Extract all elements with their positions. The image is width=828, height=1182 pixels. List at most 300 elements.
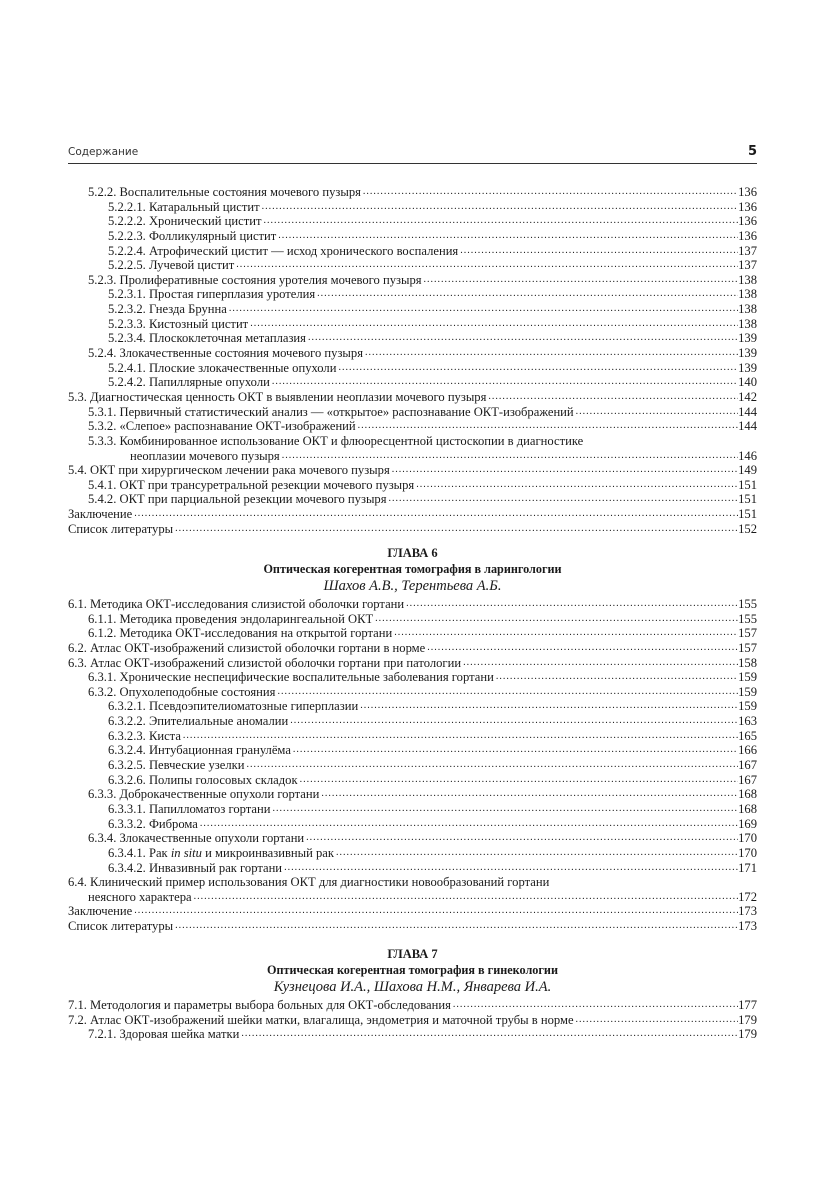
toc-entry[interactable]	[68, 787, 757, 802]
toc-entry-title	[68, 463, 390, 478]
toc-entry-page: 136	[738, 214, 757, 229]
toc-entry-number: 5.2.2.2.	[108, 214, 146, 229]
toc-entry[interactable]	[68, 200, 757, 215]
toc-entry-number: 6.3.4.2.	[108, 860, 146, 875]
toc-entry-number: 6.3.1.	[88, 670, 117, 685]
toc-entry[interactable]	[68, 670, 757, 685]
toc-entry-page: 146	[738, 448, 757, 463]
chapter-heading	[68, 947, 757, 998]
toc-entry-number: 7.1.	[68, 998, 87, 1012]
toc-entry-title-text: Методология и параметры выбора больных для ОКТ-обследования	[90, 998, 451, 1012]
toc-entry[interactable]	[68, 743, 757, 758]
dot-leader	[458, 244, 738, 259]
toc-entry-page: 163	[738, 714, 757, 729]
toc-entry-number: 5.2.2.	[88, 185, 117, 199]
toc-entry[interactable]	[68, 492, 757, 507]
toc-entry-page: 165	[738, 728, 757, 743]
toc-entry-number: 5.2.3.	[88, 272, 117, 287]
toc-entry[interactable]	[68, 419, 757, 434]
toc-entry-title-text: Список литературы	[68, 919, 174, 934]
dot-leader	[306, 331, 738, 346]
toc-entry-page: 138	[738, 272, 757, 287]
toc-entry-number: 6.3.4.1.	[108, 845, 146, 860]
toc-entry[interactable]	[68, 507, 757, 522]
toc-entry-title-text: Здоровая шейка матки	[119, 1027, 240, 1042]
chapter-authors: Шахов А.В., Терентьева А.Б.	[323, 578, 502, 594]
toc-entry-number: 7.2.	[68, 1012, 87, 1027]
dot-leader	[280, 449, 738, 464]
toc-entry-title	[108, 846, 334, 861]
toc-entry-title	[108, 802, 270, 817]
toc-entry-title	[108, 729, 181, 744]
toc-entry-page: 170	[738, 845, 757, 860]
toc-entry-title-text: Катаральный цистит	[148, 199, 260, 214]
toc-entry-number: 5.3.3.	[88, 433, 117, 448]
toc-entry-page: 177	[738, 998, 757, 1012]
toc-entry-title-continued: неоплазии мочевого пузыря	[130, 448, 280, 463]
toc-entry-title-continued: неясного характера	[88, 889, 192, 904]
toc-entry-title-text: Атлас ОКТ-изображений слизистой оболочки гортани в норме	[90, 640, 426, 655]
toc-entry-title-text: Опухолеподобные состояния	[119, 684, 276, 699]
chapter-label: ГЛАВА 7	[387, 947, 438, 961]
toc-entry-title-text: ОКТ при трансуретральной резекции мочевого пузыря	[119, 477, 415, 492]
toc-entry-page: 142	[738, 389, 757, 404]
toc-entry-page: 157	[738, 640, 757, 655]
dot-leader	[262, 214, 739, 229]
dot-leader	[461, 656, 738, 671]
toc-entry-title-text: Гнезда Брунна	[148, 302, 227, 317]
toc-entry-number: 6.3.3.1.	[108, 801, 146, 816]
toc-entry-page: 169	[738, 816, 757, 831]
toc-entry-page: 159	[738, 684, 757, 699]
toc-entry[interactable]	[68, 758, 757, 773]
toc-entry-continuation[interactable]	[68, 449, 757, 464]
toc-entry[interactable]	[68, 214, 757, 229]
toc-entry[interactable]	[68, 699, 757, 714]
toc-entry-number: 5.2.2.5.	[108, 258, 146, 273]
toc-entry-title	[108, 287, 315, 302]
toc-entry-title-text: Первичный статистический анализ — «открытое» распознавание ОКТ-изображений	[119, 404, 574, 419]
toc-entry-title	[108, 229, 276, 244]
toc-entry-title-text: Доброкачественные опухоли гортани	[119, 787, 320, 802]
toc-entry-page: 151	[738, 492, 757, 507]
toc-entry[interactable]	[68, 773, 757, 788]
toc-entry-page: 138	[738, 316, 757, 331]
toc-entry-title-text: «Слепое» распознавание ОКТ-изображений	[119, 419, 356, 434]
toc-entry-title	[108, 861, 282, 876]
running-header	[68, 144, 757, 164]
toc-entry-title-text: Плоские злокачественные опухоли	[148, 360, 337, 375]
toc-entry-number: 5.2.3.3.	[108, 316, 146, 331]
toc-entry-title-text: Кистозный цистит	[148, 316, 249, 331]
toc-entry-number: 5.3.1.	[88, 404, 117, 419]
toc-entry[interactable]	[68, 641, 757, 656]
toc-entry[interactable]	[68, 317, 757, 332]
toc-entry-title	[88, 612, 373, 627]
toc-entry-page: 140	[738, 375, 757, 390]
toc-entry[interactable]	[68, 998, 757, 1013]
dot-leader	[276, 229, 738, 244]
toc-entry-title	[88, 492, 387, 507]
toc-entry-page: 137	[738, 258, 757, 273]
toc-entry-page: 139	[738, 346, 757, 361]
toc-entry[interactable]	[68, 361, 757, 376]
toc-entry-title	[68, 597, 404, 612]
toc-section-chapter5-continued	[68, 185, 757, 536]
toc-entry-title-text: Плоскоклеточная метаплазия	[148, 331, 306, 346]
toc-entry[interactable]	[68, 522, 757, 537]
toc-entry-title-text: Простая гиперплазия уротелия	[148, 287, 316, 302]
toc-entry-title-text: Комбинированное использование ОКТ и флюоресцентной цистоскопии в диагностике	[119, 433, 584, 448]
dot-leader	[132, 904, 738, 919]
toc-entry-number: 5.2.4.	[88, 346, 117, 361]
toc-entry-page: 155	[738, 611, 757, 626]
toc-entry-number: 6.1.2.	[88, 626, 117, 641]
toc-entry-number: 5.2.3.1.	[108, 287, 146, 302]
toc-entry-page: 157	[738, 626, 757, 641]
toc-entry-page: 170	[738, 831, 757, 846]
toc-entry-number: 6.3.3.2.	[108, 816, 146, 831]
toc-entry-title-text: Певческие узелки	[148, 758, 245, 773]
toc-entry[interactable]	[68, 656, 757, 671]
dot-leader	[392, 626, 738, 641]
dot-leader	[275, 685, 738, 700]
toc-entry-page: 172	[738, 889, 757, 904]
toc-entry[interactable]	[68, 287, 757, 302]
dot-leader	[304, 831, 738, 846]
chapter-heading	[68, 546, 757, 597]
toc-entry-title-text: Киста	[148, 728, 181, 743]
toc-entry[interactable]	[68, 904, 757, 919]
toc-entry-page: 139	[738, 360, 757, 375]
toc-entry-title-text: ОКТ при хирургическом лечении рака мочевого пузыря	[90, 463, 390, 478]
toc-entry-title	[88, 626, 392, 641]
toc-entry-number: 6.4.	[68, 875, 87, 890]
dot-leader	[192, 890, 739, 905]
toc-entry-title	[88, 1027, 239, 1042]
toc-entry[interactable]	[68, 597, 757, 612]
toc-entry-title	[88, 419, 356, 434]
toc-entry[interactable]	[68, 390, 757, 405]
toc-entry-title-text: Эпителиальные аномалии	[148, 714, 289, 729]
toc-entry-title-text: Лучевой цистит	[148, 258, 235, 273]
toc-entry-title	[108, 375, 270, 390]
toc-entry-title	[68, 875, 549, 890]
toc-entry-page: 166	[738, 743, 757, 758]
toc-entry-title	[68, 904, 132, 919]
toc-entry-number: 6.3.2.1.	[108, 699, 146, 714]
toc-entry[interactable]	[68, 346, 757, 361]
toc-entry-page: 138	[738, 287, 757, 302]
toc-entry-page: 167	[738, 772, 757, 787]
toc-entry-title-text: Злокачественные опухоли гортани	[119, 831, 305, 846]
toc-entry-number: 6.3.2.5.	[108, 758, 146, 773]
toc-entry-title	[108, 758, 245, 773]
toc-entry[interactable]	[68, 919, 757, 934]
toc-entry-title	[88, 273, 422, 288]
dot-leader	[173, 522, 738, 537]
toc-entry[interactable]	[68, 817, 757, 832]
toc-entry-page: 173	[738, 919, 757, 934]
toc-entry-page: 136	[738, 185, 757, 199]
toc-entry[interactable]	[68, 258, 757, 273]
toc-entry-title-text: Атлас ОКТ-изображений шейки матки, влагалища, эндометрия и маточной трубы в норме	[90, 1012, 574, 1027]
toc-entry-title	[68, 656, 461, 671]
toc-entry[interactable]	[68, 463, 757, 478]
toc-entry-number: 5.2.2.3.	[108, 228, 146, 243]
dot-leader	[356, 419, 738, 434]
toc-entry-page: 179	[738, 1012, 757, 1027]
toc-entry-page: 158	[738, 655, 757, 670]
toc-entry-number: 5.4.	[68, 463, 87, 478]
toc-entry-number: 6.3.2.4.	[108, 743, 146, 758]
toc-entry-page: 138	[738, 302, 757, 317]
dot-leader	[387, 492, 739, 507]
toc-entry-continuation[interactable]	[68, 890, 757, 905]
toc-entry-page: 173	[738, 904, 757, 919]
toc-entry-title-text: Злокачественные состояния мочевого пузыря	[119, 346, 363, 361]
toc-entry-number: 6.3.2.6.	[108, 772, 146, 787]
toc-entry-number: 6.3.2.3.	[108, 728, 146, 743]
dot-leader	[260, 200, 738, 215]
toc-entry-title	[108, 743, 291, 758]
chapter-title: Оптическая когерентная томография в ларингологии	[263, 562, 562, 576]
chapter-authors: Кузнецова И.А., Шахова Н.М., Январева И.А.	[273, 979, 552, 995]
toc-entry-number: 5.2.4.1.	[108, 360, 146, 375]
toc-entry[interactable]	[68, 1027, 757, 1042]
toc-entry-page: 167	[738, 758, 757, 773]
toc-entry-title-text: Заключение	[68, 507, 133, 522]
dot-leader	[494, 670, 738, 685]
dot-leader	[574, 1013, 739, 1028]
toc-entry-title	[108, 773, 298, 788]
toc-entry-title	[68, 919, 173, 934]
toc-entry-number: 5.2.2.4.	[108, 243, 146, 258]
toc-entry-page: 168	[738, 787, 757, 802]
toc-entry-title-text: Методика проведения эндоларингеальной ОКТ	[119, 611, 374, 626]
toc-entry-title	[68, 390, 486, 405]
toc-entry-title-text: Папиллярные опухоли	[148, 375, 270, 390]
toc-entry[interactable]	[68, 685, 757, 700]
toc-entry-page: 136	[738, 199, 757, 214]
toc-entry-title-text: Диагностическая ценность ОКТ в выявлении неоплазии мочевого пузыря	[90, 389, 487, 404]
toc-entry-title-text: Методика ОКТ-исследования слизистой оболочки гортани	[90, 597, 405, 611]
dot-leader	[358, 699, 738, 714]
toc-entry-title	[108, 699, 358, 714]
toc-entry-title	[68, 641, 425, 656]
toc-entry-number: 5.2.3.2.	[108, 302, 146, 317]
toc-entry-page: 149	[738, 463, 757, 478]
toc-entry-page: 139	[738, 331, 757, 346]
dot-leader	[574, 405, 738, 420]
toc-entry-title-text: Клинический пример использования ОКТ для диагностики новообразований гортани	[90, 875, 550, 890]
toc-entry-title	[88, 787, 319, 802]
toc-entry-page: 151	[738, 507, 757, 522]
toc-entry-title	[68, 1013, 574, 1028]
dot-leader	[288, 714, 738, 729]
toc-entry-title-text: Фолликулярный цистит	[148, 228, 277, 243]
toc-entry-title	[108, 258, 234, 273]
toc-entry-title-text: Пролиферативные состояния уротелия мочевого пузыря	[119, 272, 422, 287]
dot-leader	[315, 287, 738, 302]
dot-leader	[227, 302, 738, 317]
dot-leader	[319, 787, 738, 802]
toc-entry-number: 6.1.1.	[88, 611, 117, 626]
toc-entry-title	[108, 331, 306, 346]
toc-entry-number: 6.3.	[68, 655, 87, 670]
dot-leader	[248, 317, 738, 332]
toc-entry-number: 6.1.	[68, 597, 87, 611]
dot-leader	[361, 185, 738, 200]
toc-entry-title-part: Рак	[148, 845, 171, 860]
toc-entry-page: 152	[738, 521, 757, 536]
toc-entry-title	[88, 405, 574, 420]
toc-entry-title	[108, 714, 288, 729]
toc-entry-page: 151	[738, 477, 757, 492]
toc-entry-title-text: Атрофический цистит — исход хронического воспаления	[148, 243, 459, 258]
dot-leader	[451, 998, 738, 1013]
toc-entry-number: 6.3.2.	[88, 684, 117, 699]
toc-entry-title-text: Хронический цистит	[148, 214, 262, 229]
toc-entry-title	[68, 998, 451, 1013]
toc-entry[interactable]	[68, 1013, 757, 1028]
toc-entry-title-text: Полипы голосовых складок	[148, 772, 298, 787]
dot-leader	[486, 390, 738, 405]
dot-leader	[270, 375, 738, 390]
toc-entry-number: 5.2.3.4.	[108, 331, 146, 346]
dot-leader	[181, 729, 738, 744]
toc-entry[interactable]	[68, 229, 757, 244]
dot-leader	[404, 597, 738, 612]
toc-entry[interactable]	[68, 331, 757, 346]
toc-entry-number: 5.2.4.2.	[108, 375, 146, 390]
toc-entry-title	[108, 302, 227, 317]
toc-entry-title	[88, 434, 583, 449]
toc-entry[interactable]	[68, 714, 757, 729]
dot-leader	[336, 361, 738, 376]
toc-entry[interactable]	[68, 273, 757, 288]
toc-entry-title-text: Интубационная гранулёма	[148, 743, 291, 758]
chapter-label: ГЛАВА 6	[387, 546, 438, 560]
toc-entry-title-text: Псевдоэпителиоматозные гиперплазии	[148, 699, 359, 714]
toc-entry-title	[88, 831, 304, 846]
toc-entry[interactable]	[68, 375, 757, 390]
toc-entry-number: 6.3.4.	[88, 831, 117, 846]
dot-leader	[373, 612, 738, 627]
toc-entry-number: 7.2.1.	[88, 1027, 117, 1042]
toc-entry-number: 5.4.2.	[88, 492, 117, 507]
toc-entry[interactable]	[68, 831, 757, 846]
toc-entry[interactable]	[68, 802, 757, 817]
toc-entry-title	[108, 817, 198, 832]
dot-leader	[132, 507, 738, 522]
toc-entry-title-text: Атлас ОКТ-изображений слизистой оболочки гортани при патологии	[90, 655, 462, 670]
toc-entry-number: 6.3.2.2.	[108, 714, 146, 729]
toc-entry[interactable]	[68, 875, 757, 890]
toc-entry[interactable]	[68, 244, 757, 259]
toc-entry-page: 137	[738, 243, 757, 258]
toc-entry-title	[68, 507, 132, 522]
toc-entry-number: 5.2.2.1.	[108, 199, 146, 214]
toc-entry-title	[88, 670, 494, 685]
toc-entry-page: 159	[738, 670, 757, 685]
dot-leader	[363, 346, 738, 361]
chapter-title: Оптическая когерентная томография в гинекологии	[267, 963, 558, 977]
toc-entry-title-text: ОКТ при парциальной резекции мочевого пузыря	[119, 492, 387, 507]
toc-entry-title-text: Папилломатоз гортани	[148, 801, 271, 816]
page-number: 5	[747, 144, 757, 159]
toc-entry-page: 171	[738, 860, 757, 875]
dot-leader	[245, 758, 739, 773]
dot-leader	[414, 478, 738, 493]
toc-entry[interactable]	[68, 729, 757, 744]
toc-entry-title	[88, 685, 275, 700]
toc-entry-title-text: Хронические неспецифические воспалительные заболевания гортани	[119, 670, 494, 685]
toc-entry[interactable]	[68, 405, 757, 420]
dot-leader	[234, 258, 738, 273]
toc-entry-page: 179	[738, 1027, 757, 1042]
toc-entry[interactable]	[68, 861, 757, 876]
toc-entry-page: 168	[738, 801, 757, 816]
toc-entry-number: 6.2.	[68, 640, 87, 655]
dot-leader	[270, 802, 738, 817]
dot-leader	[298, 773, 739, 788]
dot-leader	[390, 463, 738, 478]
toc-entry-title-part: in situ	[170, 845, 202, 860]
toc-entry-title-text: Заключение	[68, 904, 133, 919]
toc-section-chapter7	[68, 947, 757, 1042]
toc-entry-number: 5.3.	[68, 389, 87, 404]
toc-entry-page: 136	[738, 228, 757, 243]
toc-entry-title-text: Фиброма	[148, 816, 198, 831]
toc-entry[interactable]	[68, 846, 757, 861]
toc-entry-number: 6.3.3.	[88, 787, 117, 802]
toc-entry-title	[88, 185, 361, 200]
toc-entry-title	[108, 361, 336, 376]
toc-entry-title-text: Инвазивный рак гортани	[148, 860, 283, 875]
toc-entry-title	[108, 244, 458, 259]
toc-entry-title	[108, 214, 262, 229]
toc-entry[interactable]	[68, 434, 757, 449]
toc-entry-title-text: Воспалительные состояния мочевого пузыря	[119, 185, 361, 199]
toc-entry-page: 155	[738, 597, 757, 611]
dot-leader	[425, 641, 738, 656]
dot-leader	[198, 817, 738, 832]
dot-leader	[239, 1027, 738, 1042]
toc-entry-number: 5.3.2.	[88, 419, 117, 434]
toc-section-chapter6	[68, 546, 757, 934]
dot-leader	[282, 861, 738, 876]
toc-entry-title	[108, 317, 248, 332]
dot-leader	[291, 743, 738, 758]
toc-entry[interactable]	[68, 478, 757, 493]
toc-entry[interactable]	[68, 302, 757, 317]
toc-entry-title	[88, 346, 363, 361]
toc-entry-title	[68, 522, 173, 537]
dot-leader	[173, 919, 738, 934]
toc-entry-page: 144	[738, 404, 757, 419]
toc-entry-title-text: Методика ОКТ-исследования на открытой гортани	[119, 626, 393, 641]
toc-entry-page: 144	[738, 419, 757, 434]
toc-entry-number: 5.4.1.	[88, 477, 117, 492]
dot-leader	[422, 273, 739, 288]
toc-entry-title-text: Список литературы	[68, 521, 174, 536]
toc-entry[interactable]	[68, 185, 757, 200]
toc-entry[interactable]	[68, 626, 757, 641]
toc-entry[interactable]	[68, 612, 757, 627]
dot-leader	[334, 846, 738, 861]
toc-entry-title	[88, 478, 414, 493]
